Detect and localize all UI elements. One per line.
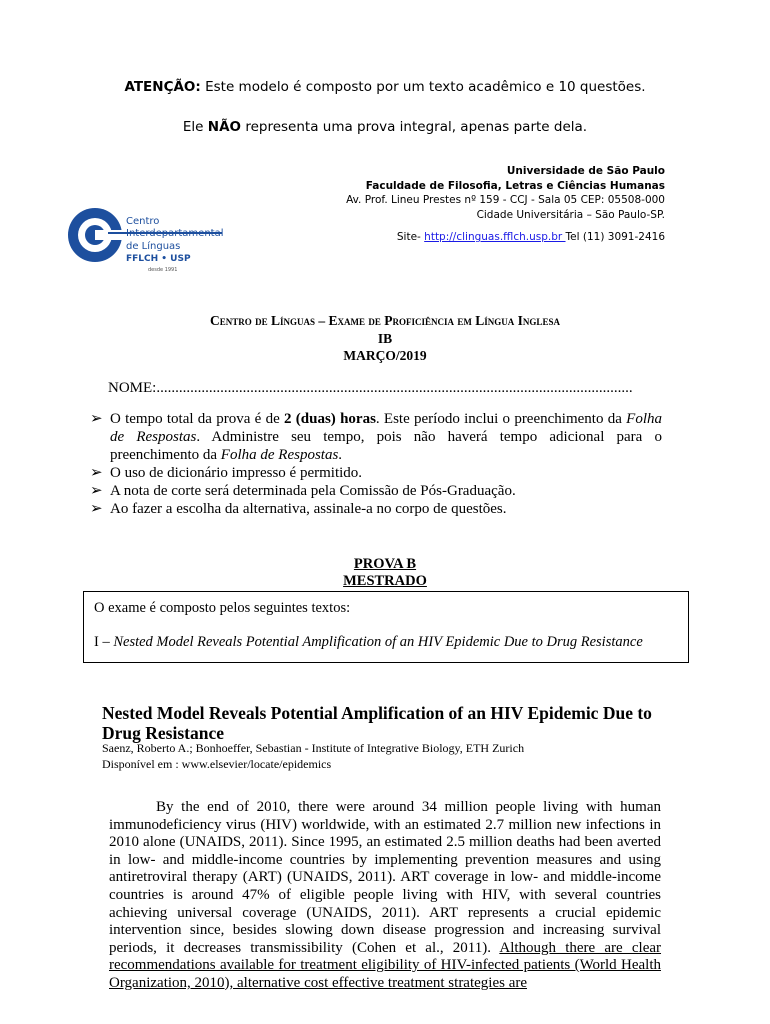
exam-date: MARÇO/2019 bbox=[343, 348, 427, 363]
rule-time-italic-2: Folha de Respostas bbox=[220, 447, 339, 463]
rules-list bbox=[90, 410, 662, 518]
exam-header bbox=[0, 312, 770, 365]
article-body bbox=[109, 799, 661, 993]
exam-version bbox=[0, 556, 770, 590]
site-link[interactable]: http://clinguas.fflch.usp.br bbox=[424, 231, 566, 243]
texts-box-item-numeral: I – bbox=[94, 634, 114, 650]
rule-time-mid: . Este período inclui o preenchimento da bbox=[375, 411, 627, 427]
rule-time bbox=[90, 410, 662, 464]
article-title: Nested Model Reveals Potential Amplification of an HIV Epidemic Due to Drug Resistance bbox=[102, 703, 652, 743]
logo-line-5: desde 1991 bbox=[148, 267, 178, 273]
site-label: Site- bbox=[396, 231, 425, 243]
exam-title: Centro de Línguas – Exame de Proficiência em Língua Inglesa bbox=[210, 313, 560, 328]
notice-attention-label: ATENÇÃO: bbox=[124, 79, 201, 95]
rule-answer bbox=[90, 500, 662, 518]
texts-box-item bbox=[94, 634, 643, 651]
notice-line-2-text: representa uma prova integral, apenas parte dela. bbox=[241, 119, 588, 135]
name-field[interactable]: NOME:............................................................................................................................... bbox=[108, 380, 633, 396]
logo-line-4: FFLCH • USP bbox=[126, 254, 191, 264]
rule-time-mid-2: . Administre seu tempo, pois não haverá tempo adicional para o preenchimento da bbox=[110, 429, 662, 463]
texts-box-intro: O exame é composto pelos seguintes textos: bbox=[94, 600, 351, 616]
faculty-name: Faculdade de Filosofia, Letras e Ciências Humanas bbox=[365, 179, 665, 192]
university-name: Universidade de São Paulo bbox=[506, 165, 665, 177]
institution-phone: Tel (11) 3091-2416 bbox=[565, 231, 665, 243]
rule-answer-text: Ao fazer a escolha da alternativa, assinale-a no corpo de questões. bbox=[110, 501, 507, 517]
article-body-underlined: Although there are clear recommendations available for treatment eligibility of HIV-infected patients (World Health Organization, 2010), alternative cost effective treatment strategies are bbox=[109, 939, 662, 991]
texts-box-item-title: Nested Model Reveals Potential Amplification of an HIV Epidemic Due to Drug Resistance bbox=[113, 634, 643, 650]
notice-line-2-pre: Ele bbox=[182, 119, 208, 135]
centro-linguas-logo bbox=[64, 207, 234, 277]
notice-line-1 bbox=[0, 79, 770, 95]
institution-site-line bbox=[397, 231, 665, 243]
exam-version-line: PROVA B bbox=[353, 556, 417, 572]
rule-cutoff bbox=[90, 482, 662, 500]
rule-time-bold: 2 (duas) horas bbox=[284, 411, 376, 427]
exam-code: IB bbox=[377, 330, 393, 346]
notice-line-1-text: Este modelo é composto por um texto acadêmico e 10 questões. bbox=[200, 79, 646, 95]
logo-line-3: de Línguas bbox=[126, 241, 181, 252]
rule-dictionary bbox=[90, 464, 662, 482]
notice-line-2 bbox=[0, 119, 770, 135]
arrow-bullet-icon: ➢ bbox=[90, 411, 103, 427]
texts-box bbox=[83, 591, 689, 663]
rule-time-pre: O tempo total da prova é de bbox=[110, 411, 285, 427]
institution-block bbox=[346, 164, 665, 222]
article-source: Disponível em : www.elsevier/locate/epidemics bbox=[102, 756, 332, 771]
rule-time-text bbox=[110, 410, 662, 464]
exam-level-line: MESTRADO bbox=[343, 573, 427, 589]
rule-time-italic-1: Folha de Respostas bbox=[110, 411, 662, 445]
arrow-bullet-icon: ➢ bbox=[90, 483, 103, 499]
rule-dictionary-text: O uso de dicionário impresso é permitido. bbox=[110, 465, 363, 481]
institution-address: Av. Prof. Lineu Prestes nº 159 - CCJ - Sala 05 CEP: 05508-000 bbox=[346, 194, 665, 206]
article-body-text: By the end of 2010, there were around 34 million people living with human immunodeficiency virus (HIV) worldwide, with an estimated 2.7 million new infections in 2010 alone (UNAIDS, 2011). Since 1995, an estimated 2.5 million deaths had been averted in low- and middle-income countries by implementing prevention measures and using antiretroviral therapy (ART) (UNAIDS, 2011). ART coverage in low- and middle-income countries is around 47% of eligible people living with HIV, with several countries achieving universal coverage (UNAIDS, 2011). ART represents a crucial epidemic intervention since, besides slowing down disease progression and increasing survival periods, it decreases transmissibility (Cohen et al., 2011). bbox=[109, 799, 661, 956]
rule-time-end: . bbox=[338, 447, 343, 463]
arrow-bullet-icon: ➢ bbox=[90, 501, 103, 517]
article-authors: Saenz, Roberto A.; Bonhoeffer, Sebastian - Institute of Integrative Biology, ETH Zurich bbox=[102, 741, 525, 755]
article-meta bbox=[102, 741, 524, 772]
rule-cutoff-text: A nota de corte será determinada pela Comissão de Pós-Graduação. bbox=[110, 483, 516, 499]
logo-line-1: Centro bbox=[126, 216, 160, 227]
arrow-bullet-icon: ➢ bbox=[90, 465, 103, 481]
institution-city: Cidade Universitária – São Paulo-SP. bbox=[476, 208, 665, 221]
notice-nao: NÃO bbox=[207, 119, 242, 135]
logo-line-2: Interdepartamental bbox=[126, 228, 224, 239]
